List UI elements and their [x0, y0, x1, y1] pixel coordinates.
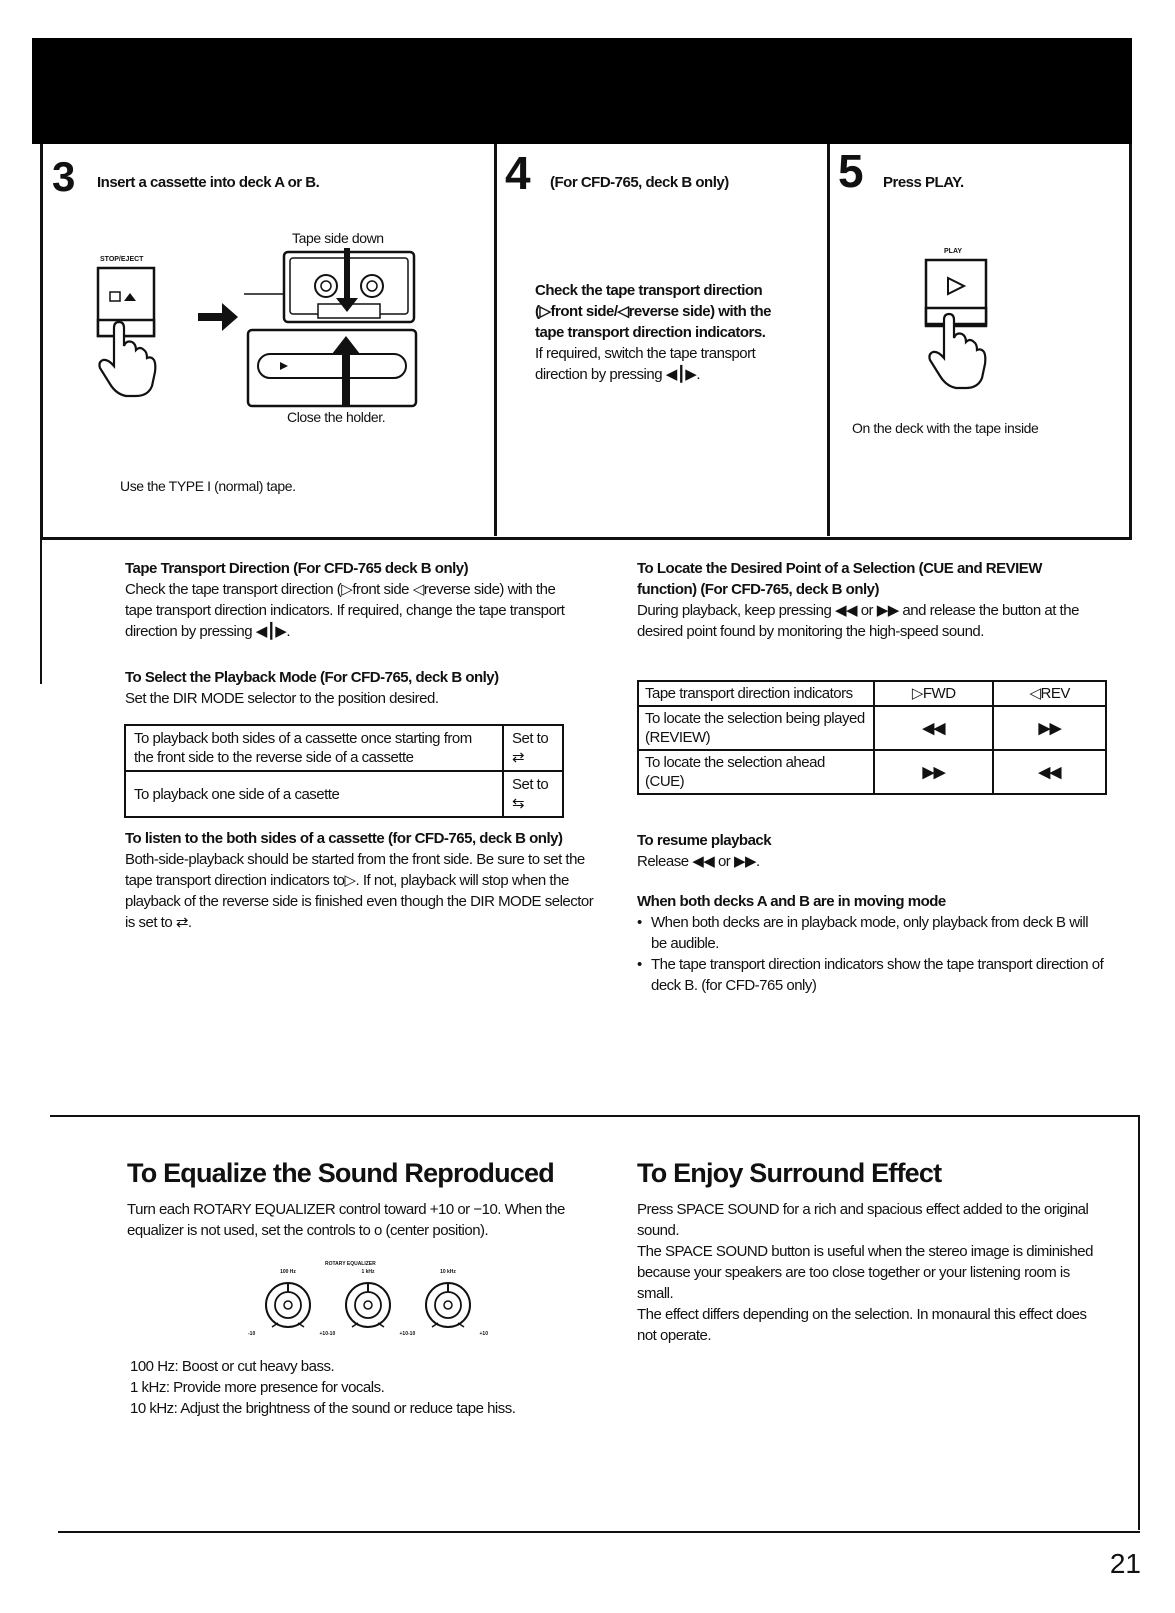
surround-text	[637, 1199, 1099, 1346]
equalizer-note: 100 Hz: Boost or cut heavy bass.	[130, 1358, 335, 1375]
step-5-heading: Press PLAY.	[883, 174, 964, 191]
table-cell: Set to ⇆	[503, 771, 563, 817]
equalizer-text: Turn each ROTARY EQUALIZER control toward +10 or −10. When the equalizer is not used, set the controls to o (center position).	[127, 1201, 565, 1239]
transport-direction-section	[125, 558, 575, 642]
step-5-number: 5	[838, 145, 863, 197]
knob-label: 1 kHz	[361, 1269, 375, 1275]
table-cell: To playback both sides of a cassette once starting from the front side to the reverse side of a cassette	[125, 725, 503, 771]
close-holder-label: Close the holder.	[287, 409, 386, 425]
equalizer-knob[interactable]	[408, 1269, 488, 1337]
table-row	[125, 725, 563, 771]
moving-mode-section	[637, 891, 1107, 996]
left-rule	[40, 536, 42, 684]
stop-eject-button-illustration	[92, 264, 172, 402]
knob-10khz-icon	[408, 1275, 488, 1335]
locate-text: During playback, keep pressing ◀◀ or ▶▶ and release the button at the desired point found by monitoring the high-speed sound.	[637, 602, 1079, 640]
equalizer-title: To Equalize the Sound Reproduced	[127, 1158, 554, 1188]
equalizer-knob[interactable]	[248, 1269, 328, 1337]
table-header-cell: ◁REV	[993, 681, 1106, 706]
listen-both-sides-section	[125, 828, 595, 933]
listen-heading: To listen to the both sides of a cassette (for CFD-765, deck B only)	[125, 830, 563, 847]
locate-heading: To Locate the Desired Point of a Selection (CUE and REVIEW function) (For CFD-765, deck B only)	[637, 560, 1042, 598]
table-cell: Set to ⇄	[503, 725, 563, 771]
playback-mode-table	[124, 724, 564, 818]
list-item: • When both decks are in playback mode, only playback from deck B will be audible.	[637, 912, 1107, 954]
moving-bullet-text: When both decks are in playback mode, only playback from deck B will be audible.	[651, 914, 1089, 952]
header-bar	[32, 38, 1132, 144]
step-4-body	[535, 280, 800, 385]
equalizer-note: 1 kHz: Provide more presence for vocals.	[130, 1379, 385, 1396]
table-cell: ◀◀	[874, 706, 993, 750]
list-item: • The tape transport direction indicators show the tape transport direction of deck B. (for CFD-765 only)	[637, 954, 1107, 996]
table-cell: To locate the selection ahead (CUE)	[638, 750, 874, 794]
table-row	[638, 750, 1106, 794]
resume-playback-section	[637, 830, 1097, 872]
surround-title: To Enjoy Surround Effect	[637, 1158, 942, 1188]
resume-heading: To resume playback	[637, 832, 772, 849]
play-button-illustration	[918, 256, 1018, 396]
rotary-equalizer-label: ROTARY EQUALIZER	[325, 1261, 376, 1267]
direction-table	[637, 680, 1107, 795]
table-cell: ▶▶	[993, 706, 1106, 750]
scale-min: -10	[408, 1331, 416, 1337]
knob-1khz-icon	[328, 1275, 408, 1335]
scale-max: +10	[479, 1331, 488, 1337]
play-label: PLAY	[944, 248, 963, 255]
surround-paragraph: The SPACE SOUND button is useful when the stereo image is diminished because your speakers are too close together or your listening room is small.	[637, 1243, 1093, 1302]
section-divider	[58, 1531, 1140, 1533]
step-3-heading: Insert a cassette into deck A or B.	[97, 174, 320, 191]
step-divider	[827, 144, 830, 536]
resume-text: Release ◀◀ or ▶▶.	[637, 853, 760, 870]
arrow-right-icon	[196, 300, 240, 334]
equalizer-knob[interactable]	[328, 1269, 408, 1337]
section-divider	[1138, 1115, 1140, 1530]
scale-min: -10	[248, 1331, 256, 1337]
locate-point-section	[637, 558, 1102, 642]
table-cell: To locate the selection being played (REVIEW)	[638, 706, 874, 750]
knob-label: 100 Hz	[280, 1269, 296, 1275]
step-5-note: On the deck with the tape inside	[852, 420, 1039, 436]
table-header-cell: Tape transport direction indicators	[638, 681, 874, 706]
surround-paragraph: Press SPACE SOUND for a rich and spacious effect added to the original sound.	[637, 1201, 1089, 1239]
table-cell: ◀◀	[993, 750, 1106, 794]
page-number: 21	[1109, 1548, 1141, 1579]
table-row	[125, 771, 563, 817]
scale-min: -10	[328, 1331, 336, 1337]
mode-text: Set the DIR MODE selector to the position desired.	[125, 690, 439, 707]
listen-text: Both-side-playback should be started from the front side. Be sure to set the tape transport direction indicators to▷. If not, playback will stop when the playback of the reverse side is finished even though the DIR MODE selector is set to ⇄.	[125, 851, 594, 931]
step-4-text: If required, switch the tape transport direction by pressing ◀┃▶.	[535, 345, 756, 383]
surround-paragraph: The effect differs depending on the selection. In monaural this effect does not operate.	[637, 1306, 1087, 1344]
scale-max: +10	[319, 1331, 328, 1337]
mode-heading: To Select the Playback Mode (For CFD-765, deck B only)	[125, 669, 499, 686]
knob-label: 10 kHz	[440, 1269, 456, 1275]
equalizer-notes	[130, 1356, 570, 1419]
step-4-heading: (For CFD-765, deck B only)	[550, 174, 729, 191]
step-3-number: 3	[52, 153, 75, 200]
step-3-note: Use the TYPE I (normal) tape.	[120, 478, 296, 494]
step-4-bold-text: Check the tape transport direction (▷front side/◁reverse side) with the tape transport direction indicators.	[535, 282, 771, 341]
moving-heading: When both decks A and B are in moving mode	[637, 893, 946, 910]
cassette-holder-illustration	[244, 248, 420, 408]
table-cell: To playback one side of a casette	[125, 771, 503, 817]
transport-text: Check the tape transport direction (▷front side ◁reverse side) with the tape transport direction indicators. If required, change the tape transport direction by pressing ◀┃▶.	[125, 581, 565, 640]
playback-mode-section	[125, 667, 585, 709]
table-header-cell: ▷FWD	[874, 681, 993, 706]
table-row	[638, 706, 1106, 750]
equalizer-note: 10 kHz: Adjust the brightness of the sound or reduce tape hiss.	[130, 1400, 516, 1417]
transport-heading: Tape Transport Direction (For CFD-765 deck B only)	[125, 560, 469, 577]
tape-side-down-label: Tape side down	[292, 230, 384, 246]
moving-bullet-text: The tape transport direction indicators show the tape transport direction of deck B. (for CFD-765 only)	[651, 956, 1104, 994]
stop-eject-label: STOP/EJECT	[100, 256, 144, 263]
step-divider	[494, 144, 497, 536]
knob-100hz-icon	[248, 1275, 328, 1335]
table-row	[638, 681, 1106, 706]
scale-max: +10	[399, 1331, 408, 1337]
section-divider	[50, 1115, 1140, 1117]
table-cell: ▶▶	[874, 750, 993, 794]
step-4-number: 4	[505, 147, 530, 199]
